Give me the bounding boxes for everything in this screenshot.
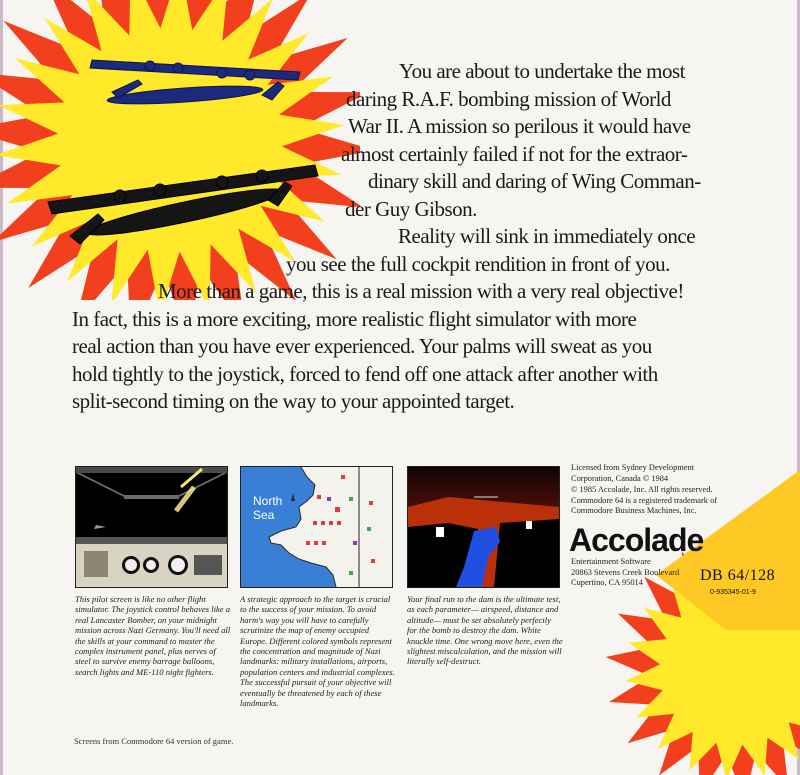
intro-line: dinary skill and daring of Wing Comman- [368,169,701,193]
intro-line: More than a game, this is a real mission with a very real objective! [158,279,684,303]
map-label-sea: Sea [253,508,275,522]
intro-line: hold tightly to the joystick, forced to fend off one attack after another with [72,361,658,386]
company-city: Cupertino, CA 95014 [571,578,643,588]
map-label-north: North [253,494,283,508]
intro-line: War II. A mission so perilous it would have [348,114,691,138]
intro-line: You are about to undertake the most [399,59,685,83]
intro-line: almost certainly failed if not for the extraor- [341,141,688,166]
intro-line: der Guy Gibson. [345,196,477,221]
intro-line: you see the full cockpit rendition in front of you. [286,251,670,276]
dam-screen [407,466,560,588]
cockpit-caption: This pilot screen is like no other flight simulator. The joystick control behaves like a real Lancaster Bomber, on your midnight mission across Nazi Germany. You'll need all the skills at your command to master the complex instrument panel, plus nerves of steel to survive enemy barrage balloons, search lights and ME-110 night fighters. [75,594,231,677]
legal-notice [571,463,741,518]
map-screen [240,466,393,588]
intro-text [72,58,722,416]
dam-caption: Your final run to the dam is the ultimate test, as each parameter— airspeed, distance and altitude— must be set absolutely perfectly for the bomb to destroy the dam. White knuckle time. One wrong move here, even the slightest miscalculation, and the mission will literally self-destruct. [407,594,563,667]
license-text: Licensed from Sydney Development Corporation, Canada © 1984 [571,463,695,483]
isbn-number: 0-935345-01-9 [710,589,756,596]
screens-footnote: Screens from Commodore 64 version of game. [74,736,234,746]
intro-line: real action than you have ever experienced. Your palms will sweat as you [72,334,652,358]
intro-line: Reality will sink in immediately once [398,224,696,248]
company-street: 20863 Stevens Creek Boulevard [571,567,680,577]
company-name: Entertainment Software [571,557,651,566]
intro-line: daring R.A.F. bombing mission of World [346,86,671,111]
company-address [571,557,691,589]
map-caption: A strategic approach to the target is crucial to the success of your mission. To avoid harm's way you will have to carefully scrutinize the map of enemy occupied Europe. Different colored symbols represent the concentration and magnitude of Nazi landmarks: military installations, airports, population centers and industrial complexes. The successful pursuit of your objective will eventually be threatened by each of these landmarks. [240,594,395,709]
product-code: DB 64/128 [700,567,776,584]
cockpit-screen [75,466,228,588]
intro-line: In fact, this is a more exciting, more realistic flight simulator with more [72,306,637,331]
copyright-text: © 1985 Accolade, Inc. All rights reserved. Commodore 64 is a registered trademark of Commodore Business Machines, Inc. [571,485,718,516]
intro-line: split-second timing on the way to your appointed target. [72,389,515,413]
accolade-logo: Accolade [569,522,704,558]
